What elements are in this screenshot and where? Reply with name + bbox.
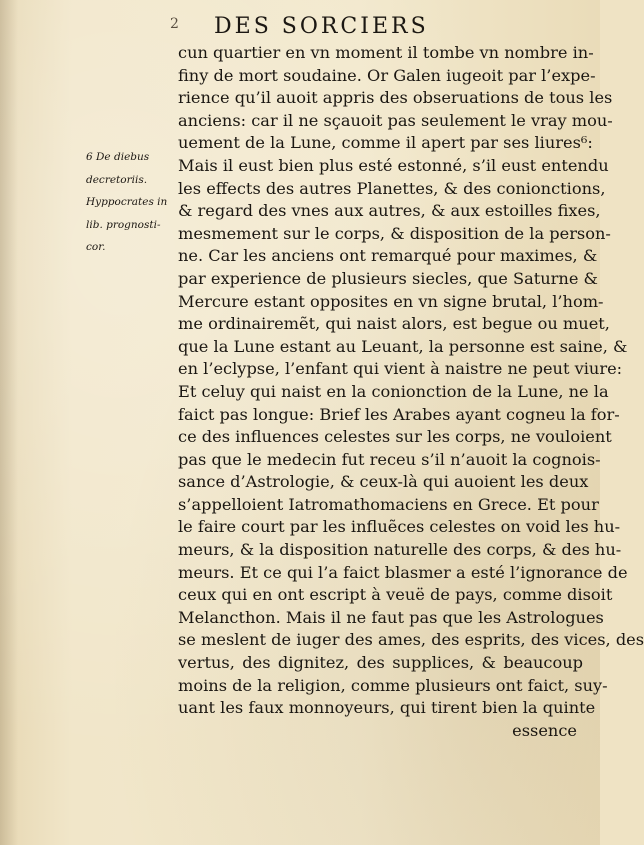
text-line: me ordinairemẽt, qui naist alors, est begue ou muet, <box>178 314 610 334</box>
margin-note-line: decretoriis. <box>86 173 148 186</box>
text-line: uement de la Lune, comme il apert par ses liures⁶: <box>178 133 593 153</box>
running-head: DES SORCIERS <box>214 14 429 39</box>
text-line: que la Lune estant au Leuant, la personne est saine, & <box>178 336 628 356</box>
text-line: mesmement sur le corps, & disposition de la person- <box>178 223 611 243</box>
text-line: se meslent de iuger des ames, des esprits, des vices, des <box>178 630 644 650</box>
margin-note <box>86 146 178 259</box>
text-line: rience qu’il auoit appris des obseruations de tous les <box>178 88 613 108</box>
text-line: & regard des vnes aux autres, & aux estoilles fixes, <box>178 201 601 221</box>
text-line: Mais il eust bien plus esté estonné, s’il eust entendu <box>178 155 609 175</box>
text-line: cun quartier en vn moment il tombe vn nombre in- <box>178 43 594 62</box>
text-line: les effects des autres Planettes, & des conionctions, <box>178 178 606 198</box>
text-line: s’appelloient Iatromathomaciens en Grece. Et pour <box>178 494 599 514</box>
text-line: meurs. Et ce qui l’a faict blasmer a esté l’ignorance de <box>178 562 628 582</box>
text-line: Melancthon. Mais il ne faut pas que les Astrologues <box>178 607 604 627</box>
text-line: ceux qui en ont escript à veuë de pays, comme disoit <box>178 585 613 605</box>
text-line: en l’eclypse, l’enfant qui vient à naistre ne peut viure: <box>178 359 623 379</box>
text-line: faict pas longue: Brief les Arabes ayant cogneu la for- <box>178 404 620 424</box>
text-line: meurs, & la disposition naturelle des corps, & des hu- <box>178 540 622 560</box>
body-text <box>178 42 644 742</box>
text-line: ce des influences celestes sur les corps, ne vouloient <box>178 427 612 447</box>
text-line: sance d’Astrologie, & ceux-là qui auoient les deux <box>178 472 589 492</box>
margin-note-line: cor. <box>86 241 106 254</box>
text-line: Et celuy qui naist en la conionction de la Lune, ne la <box>178 381 609 401</box>
gutter-shadow <box>0 0 18 845</box>
text-line: moins de la religion, comme plusieurs ont faict, suy- <box>178 675 608 695</box>
text-line: finy de mort soudaine. Or Galen iugeoit par l’expe- <box>178 65 596 85</box>
text-line: anciens: car il ne sçauoit pas seulement le vray mou- <box>178 110 613 130</box>
text-line: pas que le medecin fut receu s’il n’auoit la cognois- <box>178 449 601 469</box>
text-line: vertus, des dignitez, des supplices, & beaucoup <box>178 653 583 673</box>
page-number: 2 <box>170 16 179 32</box>
margin-note-line: 6 De diebus <box>86 151 150 163</box>
text-line: uant les faux monnoyeurs, qui tirent bien la quinte <box>178 698 596 718</box>
text-line: ne. Car les anciens ont remarqué pour maximes, & <box>178 246 598 266</box>
margin-note-line: lib. prognosti- <box>86 218 161 231</box>
text-line: le faire court par les influẽces celestes on void les hu- <box>178 517 621 537</box>
text-line: par experience de plusieurs siecles, que Saturne & <box>178 268 598 288</box>
text-line-catchword: essence <box>512 720 577 740</box>
margin-note-line: Hyppocrates in <box>86 196 168 209</box>
text-line: Mercure estant opposites en vn signe brutal, l’hom- <box>178 291 604 311</box>
